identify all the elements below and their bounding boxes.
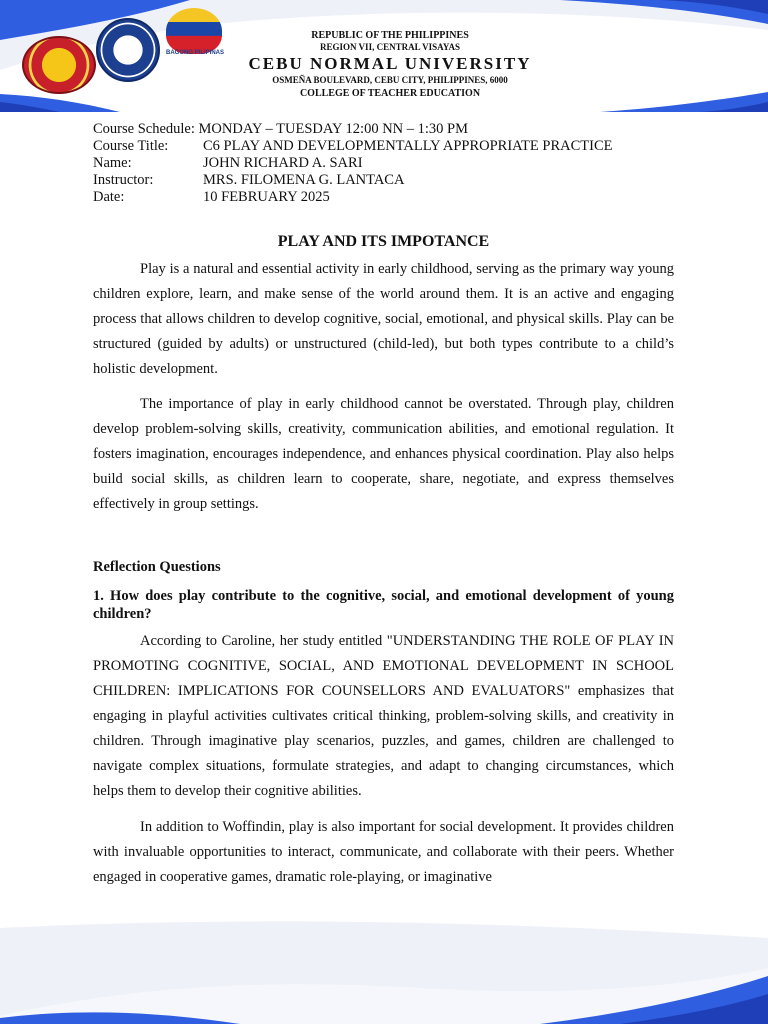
course-info xyxy=(93,121,612,206)
reflection-question-1: 1. How does play contribute to the cognitive, social, and emotional development of young children? xyxy=(93,588,674,622)
student-name-label: Name: xyxy=(93,155,132,171)
student-name-row xyxy=(93,155,612,172)
instructor-value: MRS. FILOMENA G. LANTACA xyxy=(203,172,405,188)
course-title-row xyxy=(93,138,612,155)
republic-line: REPUBLIC OF THE PHILIPPINES xyxy=(311,30,469,41)
paragraph-importance: The importance of play in early childhood cannot be overstated. Through play, children develop problem-solving skills, creativity, communication abilities, and emotional regulation. It fosters imagination, encourages independence, and enhances physical coordination. Play also helps build social skills, as children learn to cooperate, share, negotiate, and express themselves effectively in group settings. xyxy=(93,396,674,512)
paragraph-answer-woffindin: In addition to Woffindin, play is also important for social development. It provides children with invaluable opportunities to interact, communicate, and collaborate with their peers. Whether engaged in cooperative games, dramatic role-playing, or imaginative xyxy=(93,819,674,885)
footer-wave xyxy=(0,918,768,1024)
cnu-seal-logo xyxy=(22,36,96,94)
paragraph-intro: Play is a natural and essential activity in early childhood, serving as the primary way young children explore, learn, and make sense of the world around them. It is an active and engaging process that allows children to develop cognitive, social, emotional, and physical skills. Play can be structured (guided by adults) or unstructured (child-led), but both types contribute to a child’s holistic development. xyxy=(93,261,674,377)
university-address: OSMEÑA BOULEVARD, CEBU CITY, PHILIPPINES, 6000 xyxy=(272,75,508,85)
course-schedule-value: MONDAY – TUESDAY 12:00 NN – 1:30 PM xyxy=(198,121,469,137)
student-name-value: JOHN RICHARD A. SARI xyxy=(203,155,363,171)
date-row xyxy=(93,189,612,206)
instructor-label: Instructor: xyxy=(93,172,154,188)
region-line: REGION VII, CENTRAL VISAYAS xyxy=(319,42,461,52)
date-label: Date: xyxy=(93,189,125,205)
instructor-row xyxy=(93,172,612,189)
college-seal-logo xyxy=(96,18,160,82)
document-title: PLAY AND ITS IMPOTANCE xyxy=(277,233,490,250)
course-title-label: Course Title: xyxy=(93,138,169,154)
footer-wave-graphic xyxy=(0,918,768,1024)
reflection-heading: Reflection Questions xyxy=(93,559,221,575)
course-schedule-label: Course Schedule: xyxy=(93,121,195,137)
bagong-pilipinas-label: BAGONG PILIPINAS xyxy=(165,50,224,56)
letterhead xyxy=(0,0,768,112)
course-title-value: C6 PLAY AND DEVELOPMENTALLY APPROPRIATE PRACTICE xyxy=(203,138,613,154)
college-name: COLLEGE OF TEACHER EDUCATION xyxy=(299,88,481,99)
date-value: 10 FEBRUARY 2025 xyxy=(203,189,330,205)
paragraph-answer-caroline: According to Caroline, her study entitled "UNDERSTANDING THE ROLE OF PLAY IN PROMOTING COGNITIVE, SOCIAL, AND EMOTIONAL DEVELOPMENT IN SCHOOL CHILDREN: IMPLICATIONS FOR COUNSELLORS AND EVALUATORS" emphasizes that engaging in playful activities cultivates critical thinking, problem-solving skills, and creativity in children. Through imaginative play scenarios, puzzles, and games, children are challenged to navigate complex situations, formulate strategies, and adapt to changing circumstances, which helps them to develop their cognitive abilities. xyxy=(93,633,674,799)
university-name: CEBU NORMAL UNIVERSITY xyxy=(248,54,532,73)
course-schedule-row xyxy=(93,121,612,138)
